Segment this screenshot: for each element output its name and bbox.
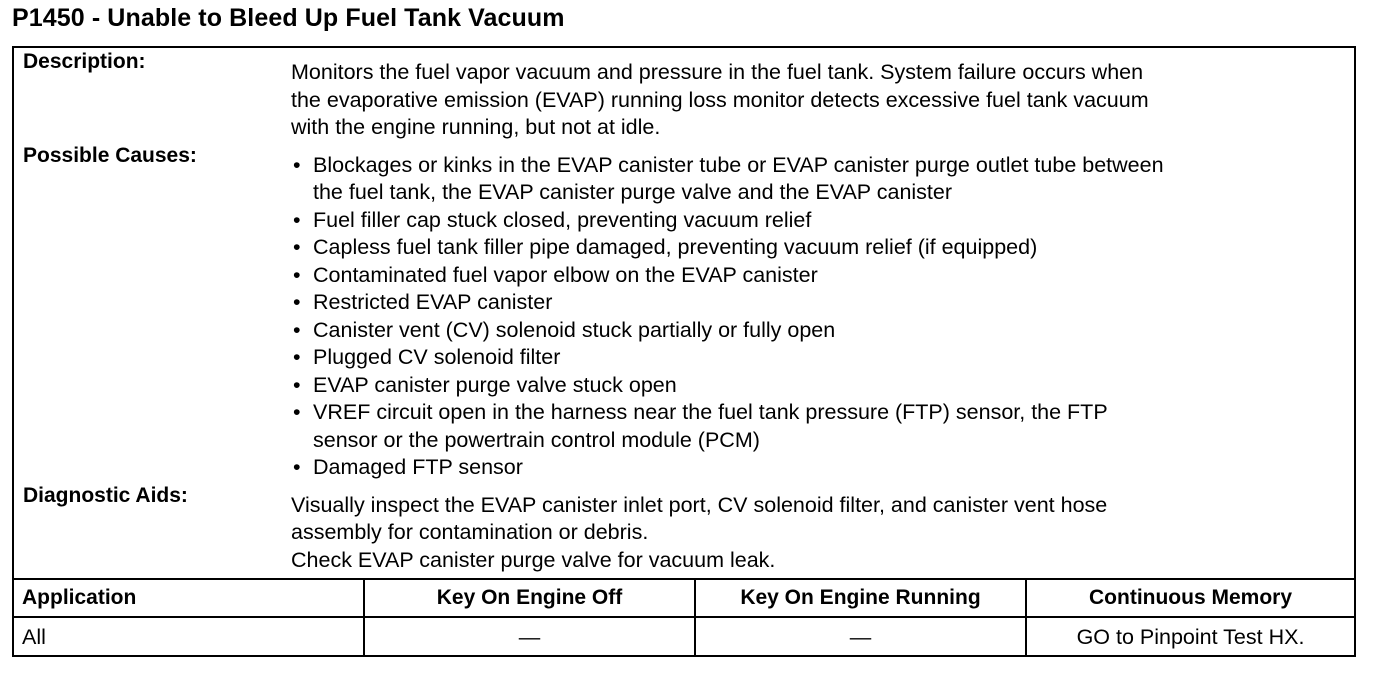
test-application-table (14, 578, 1354, 656)
description-line: with the engine running, but not at idle. (291, 115, 661, 139)
diagnostic-aids-line: assembly for contamination or debris. (291, 520, 649, 544)
bullet-icon: • (293, 455, 301, 479)
header-continuous-memory: Continuous Memory (1026, 579, 1354, 617)
test-table-header-row (14, 579, 1354, 617)
possible-cause-item (291, 152, 1354, 207)
description-text (291, 59, 1354, 142)
possible-cause-line: sensor or the powertrain control module (PCM) (313, 427, 760, 452)
header-key-on-engine-off: Key On Engine Off (364, 579, 695, 617)
diagnostic-aids-line: Visually inspect the EVAP canister inlet port, CV solenoid filter, and canister vent hose (291, 492, 1108, 517)
possible-cause-item (291, 399, 1354, 454)
possible-cause-line: EVAP canister purge valve stuck open (313, 372, 677, 397)
possible-cause-item (291, 207, 1354, 235)
bullet-icon: • (293, 152, 301, 177)
possible-causes-text (291, 152, 1354, 482)
possible-cause-item (291, 234, 1354, 262)
diagnostic-aids-line: Check EVAP canister purge valve for vacuum leak. (291, 547, 776, 572)
possible-cause-line: Plugged CV solenoid filter (313, 345, 561, 369)
test-table-row (14, 617, 1354, 656)
possible-cause-line: VREF circuit open in the harness near the fuel tank pressure (FTP) sensor, the FTP (313, 400, 1108, 424)
bullet-icon: • (293, 262, 301, 287)
possible-cause-item (291, 454, 1354, 482)
possible-cause-line: Capless fuel tank filler pipe damaged, preventing vacuum relief (if equipped) (313, 235, 1038, 259)
dtc-info-section (14, 48, 1354, 574)
possible-cause-item (291, 289, 1354, 317)
bullet-icon: • (293, 290, 301, 314)
possible-cause-line: Restricted EVAP canister (313, 290, 553, 314)
possible-cause-line: Contaminated fuel vapor elbow on the EVAP canister (313, 262, 818, 287)
header-key-on-engine-running: Key On Engine Running (695, 579, 1026, 617)
possible-causes-list (291, 152, 1354, 482)
header-application: Application (14, 579, 364, 617)
cell-key-on-engine-off: — (364, 617, 695, 656)
possible-cause-item (291, 262, 1354, 290)
bullet-icon: • (293, 317, 301, 342)
possible-cause-line: Damaged FTP sensor (313, 455, 523, 479)
possible-causes-label: Possible Causes: (23, 143, 197, 167)
description-row (14, 48, 1354, 142)
description-label: Description: (23, 50, 146, 73)
possible-cause-line: Canister vent (CV) solenoid stuck partially or fully open (313, 317, 836, 342)
possible-cause-item (291, 317, 1354, 345)
possible-cause-line: Fuel filler cap stuck closed, preventing vacuum relief (313, 207, 812, 232)
possible-cause-item (291, 344, 1354, 372)
cell-application: All (14, 617, 364, 656)
diagnostic-aids-text (291, 492, 1354, 575)
bullet-icon: • (293, 400, 301, 424)
bullet-icon: • (293, 235, 301, 259)
description-line: Monitors the fuel vapor vacuum and pressure in the fuel tank. System failure occurs when (291, 60, 1144, 84)
diagnostic-aids-row (14, 482, 1354, 575)
dtc-info-table (12, 46, 1356, 657)
bullet-icon: • (293, 207, 301, 232)
page-title: P1450 - Unable to Bleed Up Fuel Tank Vacuum (12, 4, 565, 32)
possible-causes-row (14, 142, 1354, 482)
possible-cause-line: Blockages or kinks in the EVAP canister tube or EVAP canister purge outlet tube between (313, 152, 1164, 177)
bullet-icon: • (293, 345, 301, 369)
diagnostic-aids-label: Diagnostic Aids: (23, 483, 188, 507)
bullet-icon: • (293, 372, 301, 397)
cell-continuous-memory: GO to Pinpoint Test HX. (1026, 617, 1354, 656)
possible-cause-line: the fuel tank, the EVAP canister purge valve and the EVAP canister (313, 180, 953, 204)
description-line: the evaporative emission (EVAP) running loss monitor detects excessive fuel tank vacuum (291, 87, 1149, 112)
possible-cause-item (291, 372, 1354, 400)
cell-key-on-engine-running: — (695, 617, 1026, 656)
